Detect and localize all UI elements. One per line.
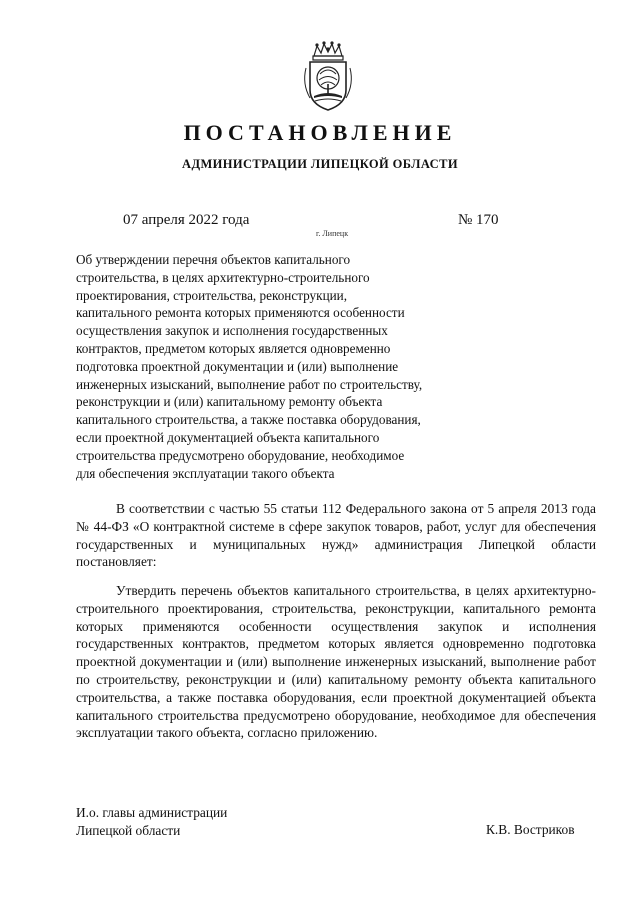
heading-line: инженерных изысканий, выполнение работ по строительству,	[76, 376, 423, 392]
heading-line: Об утверждении перечня объектов капитального	[76, 252, 351, 267]
document-date: 07 апреля 2022 года	[123, 212, 250, 228]
heading-line: капитального строительства, а также поставка оборудования,	[76, 412, 421, 428]
heading-line: реконструкции и (или) капитальному ремонту объекта	[76, 394, 383, 410]
heading-line: капитального ремонта которых применяются особенности	[76, 305, 405, 321]
signatory-name: К.В. Востриков	[486, 822, 575, 837]
signatory-position-line: И.о. главы администрации	[76, 805, 228, 820]
heading-line: если проектной документацией объекта капитального	[76, 429, 380, 445]
heading-line: подготовка проектной документации и (или) выполнение	[76, 358, 399, 374]
preamble-paragraph: В соответствии с частью 55 статьи 112 Федерального закона от 5 апреля 2013 года № 44-ФЗ «О контрактной системе в сфере закупок товаров, работ, услуг для обеспечения государственных и муниципальных нужд» администрация Липецкой области постановляет:	[76, 501, 596, 570]
heading-line: проектирования, строительства, реконструкции,	[76, 287, 348, 303]
lipetsk-coat-of-arms-icon	[300, 40, 356, 112]
signatory-position	[76, 804, 227, 840]
document-city: г. Липецк	[316, 229, 349, 238]
heading-line: осуществления закупок и исполнения государственных	[76, 323, 388, 339]
signatory-position-line: Липецкой области	[76, 823, 181, 838]
heading-line: для обеспечения эксплуатации такого объекта	[76, 465, 335, 481]
issuing-authority: АДМИНИСТРАЦИИ ЛИПЕЦКОЙ ОБЛАСТИ	[182, 157, 458, 171]
resolution-paragraph: Утвердить перечень объектов капитального строительства, в целях архитектурно-строительного проектирования, строительства, реконструкции, капитального ремонта которых применяются особенности осуществления закупок и исполнения государственных контрактов, предметом которых является одновременно подготовка проектной документации и (или) выполнение инженерных изысканий, выполнение работ по строительству, реконструкции и (или) капитальному ремонту объекта капитального строительства, а также поставка оборудования, если проектной документацией объекта капитального строительства предусмотрено оборудование, необходимое для обеспечения эксплуатации такого объекта, согласно приложению.	[76, 583, 596, 741]
document-heading	[76, 251, 496, 482]
document-title: ПОСТАНОВЛЕНИЕ	[183, 120, 457, 145]
heading-line: строительства предусмотрено оборудование, необходимое	[76, 447, 405, 463]
heading-line: контрактов, предметом которых является одновременно	[76, 340, 391, 356]
document-number: № 170	[458, 212, 499, 228]
heading-line: строительства, в целях архитектурно-строительного	[76, 269, 370, 285]
